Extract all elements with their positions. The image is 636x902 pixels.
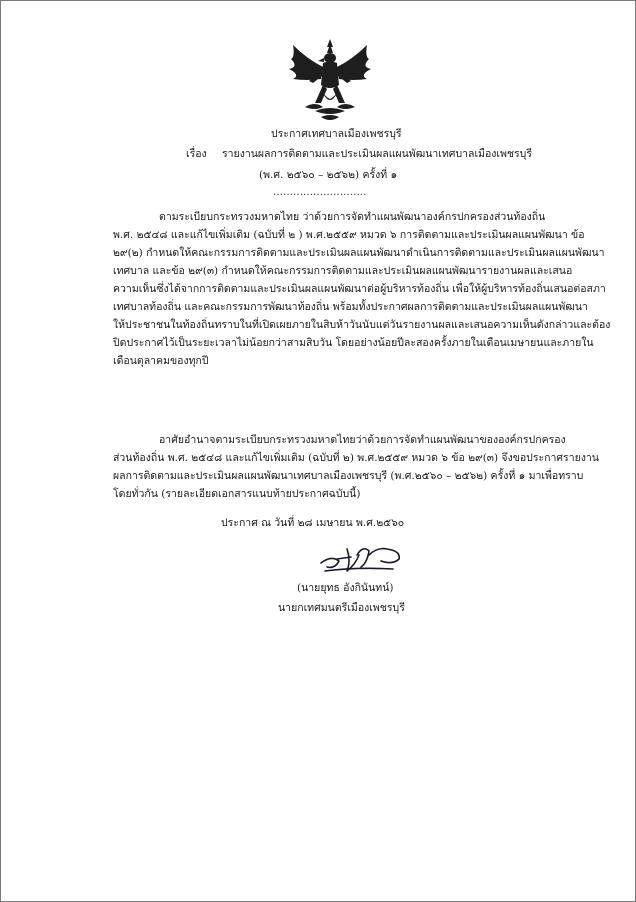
subject-line xyxy=(186,147,532,161)
paragraph-line: โดยทั่วกัน (รายละเอียดเอกสารแนบท้ายประกาศฉบับนี้) xyxy=(113,488,361,500)
paragraph-line: เดือนตุลาคมของทุกปี xyxy=(113,355,209,367)
subject-text: รายงานผลการติดตามและประเมินผลแผนพัฒนาเทศบาลเมืองเพชรบุรี xyxy=(222,148,532,160)
announcement-date: ประกาศ ณ วันที่ ๒๘ เมษายน พ.ศ.๒๕๖๐ xyxy=(221,517,405,529)
paragraph-line: เทศบาล และข้อ ๒๙(๓) กำหนดให้คณะกรรมการติดตามและประเมินผลแผนพัฒนารายงานผลและเสนอ xyxy=(113,265,573,277)
organization-title: ประกาศเทศบาลเมืองเพชรบุรี xyxy=(271,128,402,140)
signer-name: (นายยุทธ อังกินันทน์) xyxy=(297,582,394,594)
paragraph-line: เทศบาลท้องถิ่น และคณะกรรมการพัฒนาท้องถิ่น พร้อมทั้งประกาศผลการติดตามและประเมินผลแผนพัฒนา xyxy=(113,301,588,313)
paragraph-regulation xyxy=(113,208,611,370)
paragraph-line: อาศัยอำนาจตามระเบียบกระทรวงมหาดไทยว่าด้วยการจัดทำแผนพัฒนาขององค์กรปกครอง xyxy=(159,434,566,446)
paragraph-line: ปิดประกาศไว้เป็นระยะเวลาไม่น้อยกว่าสามสิบวัน โดยอย่างน้อยปีละสองครั้งภายในเดือนเมษายนและภายใน xyxy=(113,337,594,349)
paragraph-line: ตามระเบียบกระทรวงมหาดไทย ว่าด้วยการจัดทำแผนพัฒนาองค์กรปกครองส่วนท้องถิ่น xyxy=(159,211,546,223)
paragraph-line: ให้ประชาชนในท้องถิ่นทราบในที่เปิดเผยภายในสิบห้าวันนับแต่วันรายงานผลและเสนอความเห็นดังกล่าวและต้อง xyxy=(113,319,611,331)
subject-label: เรื่อง xyxy=(186,148,207,160)
garuda-emblem xyxy=(285,37,375,125)
paragraph-authority xyxy=(113,431,599,503)
period-line: (พ.ศ. ๒๕๖๐ – ๒๕๖๒) ครั้งที่ ๑ xyxy=(259,169,398,181)
paragraph-line: ผลการติดตามและประเมินผลแผนพัฒนาเทศบาลเมืองเพชรบุรี (พ.ศ.๒๕๖๐ – ๒๕๖๒) ครั้งที่ ๑ มาเพื่อทราบ xyxy=(113,470,584,482)
paragraph-line: ส่วนท้องถิ่น พ.ศ. ๒๕๔๘ และแก้ไขเพิ่มเติม (ฉบับที่ ๒) พ.ศ.๒๕๕๙ หมวด ๖ ข้อ ๒๙(๓) จึงขอประกาศรายงาน xyxy=(113,452,599,464)
paragraph-line: ๒๙(๒) กำหนดให้คณะกรรมการติดตามและประเมินผลแผนพัฒนาดำเนินการติดตามและประเมินผลแผนพัฒนา xyxy=(113,247,605,259)
handwritten-signature xyxy=(317,541,409,577)
signer-title: นายกเทศมนตรีเมืองเพชรบุรี xyxy=(278,602,405,614)
paragraph-line: พ.ศ. ๒๕๔๘ และแก้ไขเพิ่มเติม (ฉบับที่ ๒ ) พ.ศ.๒๕๕๙ หมวด ๖ การติดตามและประเมินผลแผนพัฒนา ข้อ xyxy=(113,229,585,241)
paragraph-line: ความเห็นซึ่งได้จากการติดตามและประเมินผลแผนพัฒนาต่อผู้บริหารท้องถิ่น เพื่อให้ผู้บริหารท้องถิ่นเสนอต่อสภา xyxy=(113,283,606,295)
dotted-separator: ............................ xyxy=(273,186,367,198)
